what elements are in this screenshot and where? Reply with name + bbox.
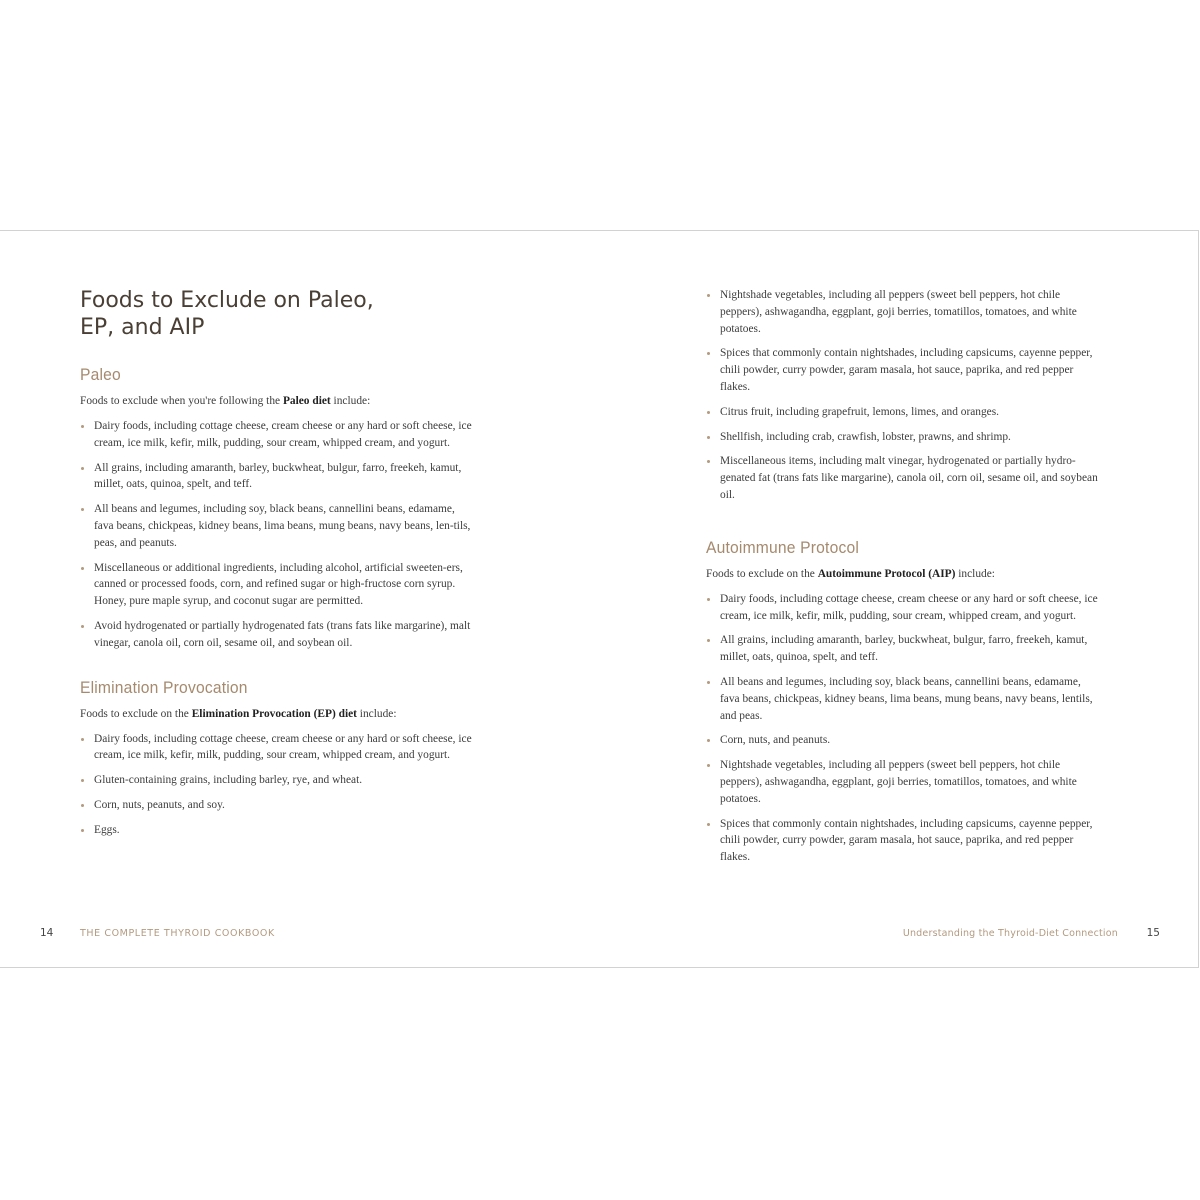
section-heading-aip: Autoimmune Protocol <box>706 537 860 557</box>
intro-bold: Paleo diet <box>282 395 331 407</box>
page-title <box>80 287 475 341</box>
list-item: Spices that commonly contain nightshades, including capsicums, cayenne pepper, chili powder, curry powder, garam masala, hot sauce, paprika, and red pepper flakes. <box>706 345 1101 395</box>
aip-list <box>706 591 1101 866</box>
list-item: All beans and legumes, including soy, black beans, cannellini beans, edamame, fava beans, chickpeas, kidney beans, lima beans, mung beans, navy beans, lentils, and peas. <box>706 674 1101 724</box>
intro-text: Foods to exclude on the <box>80 707 192 720</box>
list-item: Dairy foods, including cottage cheese, cream cheese or any hard or soft cheese, ice cream, ice milk, kefir, milk, pudding, sour cream, whipped cream, and yogurt. <box>80 731 475 765</box>
list-item: Miscellaneous items, including malt vinegar, hydrogenated or partially hydro-genated fat (trans fats like margarine), canola oil, corn oil, sesame oil, and soybean oil. <box>706 453 1101 503</box>
intro-text: include: <box>955 567 995 580</box>
page-number-left: 14 <box>40 927 54 939</box>
list-item: Corn, nuts, and peanuts. <box>706 732 1101 749</box>
list-item: Dairy foods, including cottage cheese, cream cheese or any hard or soft cheese, ice cream, ice milk, kefir, milk, pudding, sour cream, whipped cream, and yogurt. <box>706 591 1101 625</box>
title-line-1: Foods to Exclude on Paleo, <box>80 288 374 313</box>
right-page-column <box>706 287 1101 866</box>
list-item: All grains, including amaranth, barley, buckwheat, bulgur, farro, freekeh, kamut, millet, oats, quinoa, spelt, and teff. <box>706 632 1101 666</box>
paleo-list <box>80 418 475 652</box>
continued-list <box>706 287 1101 504</box>
list-item: All grains, including amaranth, barley, buckwheat, bulgur, farro, freekeh, kamut, millet, oats, quinoa, spelt, and teff. <box>80 460 475 494</box>
list-item: Gluten-containing grains, including barley, rye, and wheat. <box>80 772 475 789</box>
list-item: Dairy foods, including cottage cheese, cream cheese or any hard or soft cheese, ice cream, ice milk, kefir, milk, pudding, sour cream, whipped cream, and yogurt. <box>80 418 475 452</box>
intro-text: include: <box>356 707 397 720</box>
paleo-intro <box>80 393 475 410</box>
aip-intro <box>706 566 1101 583</box>
intro-bold: Elimination Provocation (EP) diet <box>191 707 357 720</box>
list-item: Spices that commonly contain nightshades, including capsicums, cayenne pepper, chili powder, curry powder, garam masala, hot sauce, paprika, and red pepper flakes. <box>706 816 1101 866</box>
list-item: Nightshade vegetables, including all peppers (sweet bell peppers, hot chile peppers), ashwagandha, eggplant, goji berries, tomatillos, tomatoes, and white potatoes. <box>706 757 1101 807</box>
ep-list <box>80 731 475 839</box>
section-heading-ep: Elimination Provocation <box>80 677 248 697</box>
list-item: All beans and legumes, including soy, black beans, cannellini beans, edamame, fava beans, chickpeas, kidney beans, lima beans, mung beans, navy beans, len-tils, peas, and peanuts. <box>80 501 475 551</box>
list-item: Nightshade vegetables, including all peppers (sweet bell peppers, hot chile peppers), ashwagandha, eggplant, goji berries, tomatillos, tomatoes, and white potatoes. <box>706 287 1101 337</box>
book-spread <box>0 230 1199 968</box>
left-page-column <box>80 287 475 839</box>
intro-text: Foods to exclude when you're following the <box>80 395 283 407</box>
list-item: Eggs. <box>80 822 475 839</box>
page-number-right: 15 <box>1146 927 1160 939</box>
list-item: Citrus fruit, including grapefruit, lemons, limes, and oranges. <box>706 404 1101 421</box>
list-item: Shellfish, including crab, crawfish, lobster, prawns, and shrimp. <box>706 429 1101 446</box>
ep-intro <box>80 706 475 723</box>
list-item: Corn, nuts, peanuts, and soy. <box>80 797 475 814</box>
intro-text: Foods to exclude on the <box>706 567 818 580</box>
running-head-right: Understanding the Thyroid-Diet Connection <box>902 928 1118 939</box>
list-item: Avoid hydrogenated or partially hydrogenated fats (trans fats like margarine), malt vinegar, canola oil, corn oil, sesame oil, and soybean oil. <box>80 618 475 652</box>
running-head-left: THE COMPLETE THYROID COOKBOOK <box>80 928 275 939</box>
intro-text: include: <box>330 395 371 407</box>
list-item: Miscellaneous or additional ingredients, including alcohol, artificial sweeten-ers, canned or processed foods, corn, and refined sugar or high-fructose corn syrup. Honey, pure maple syrup, and coconut sugar are permitted. <box>80 560 475 610</box>
section-heading-paleo: Paleo <box>80 365 121 384</box>
intro-bold: Autoimmune Protocol (AIP) <box>817 567 956 580</box>
title-line-2: EP, and AIP <box>80 315 205 340</box>
